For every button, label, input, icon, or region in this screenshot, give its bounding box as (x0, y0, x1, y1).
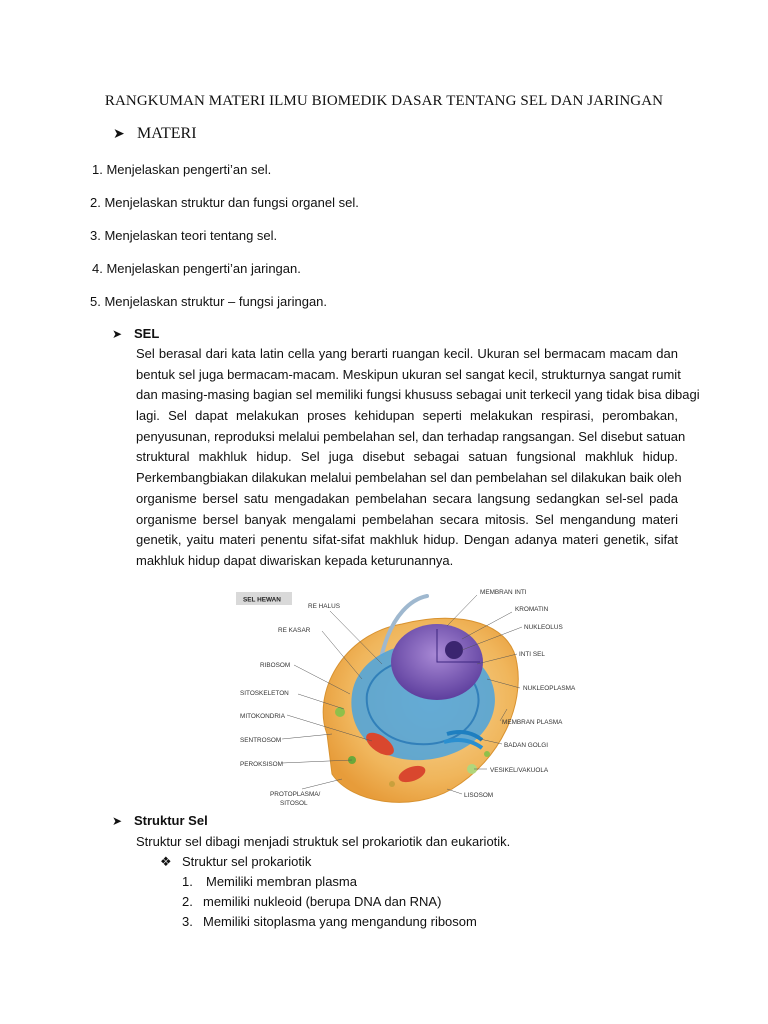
prokariotik-heading (160, 854, 311, 870)
animal-cell-diagram (232, 584, 582, 809)
paragraph-line: penyusunan, reproduksi melalui pembelahan sel, dan terhadap rangsangan. Sel disebut satuan (136, 428, 686, 444)
label-vesikel-vakuola: VESIKEL/VAKUOLA (490, 767, 549, 774)
paragraph-line: genetik, yaitu materi penentu sifat-sifat makhluk hidup. Dengan adanya materi genetik, sifat (136, 532, 678, 548)
nucleolus (445, 641, 463, 659)
label-sitosol: SITOSOL (280, 800, 308, 807)
label-sitoskeleton: SITOSKELETON (240, 690, 289, 697)
document-title: RANGKUMAN MATERI ILMU BIOMEDIK DASAR TENTANG SEL DAN JARINGAN (104, 93, 664, 109)
label-membran-inti: MEMBRAN INTI (480, 589, 527, 596)
paragraph-line: Perkembangbiakan dilakukan melalui pembelahan sel dan pembelahan sel dilakukan baik oleh (136, 470, 682, 486)
sel-heading-text: SEL (134, 326, 160, 341)
figure-badge-text: SEL HEWAN (243, 596, 281, 604)
materi-item-1: 1. Menjelaskan pengerti’an sel. (92, 162, 272, 177)
label-nukleoplasma: NUKLEOPLASMA (523, 685, 576, 692)
list-number: 2. (182, 894, 193, 909)
sel-heading (112, 326, 159, 341)
paragraph-line: dan masing-masing bagian sel memiliki fungsi khususs sebagai unit terkecil yang tidak bisa dibagi (136, 387, 700, 403)
diamond-bullet-icon: ❖ (160, 854, 172, 869)
label-nukleolus: NUKLEOLUS (524, 624, 563, 631)
animal-cell-illustration (232, 584, 582, 809)
arrow-bullet-icon: ➤ (112, 814, 123, 828)
struktur-heading (112, 813, 208, 828)
list-item: Memiliki sitoplasma yang mengandung ribosom (203, 914, 477, 929)
label-inti-sel: INTI SEL (519, 651, 545, 658)
label-sentrosom: SENTROSOM (240, 737, 282, 744)
prokariotik-heading-text: Struktur sel prokariotik (182, 854, 312, 869)
arrow-bullet-icon: ➤ (113, 127, 125, 142)
label-lisosom: LISOSOM (464, 792, 494, 799)
list-item: memiliki nukleoid (berupa DNA dan RNA) (203, 894, 442, 909)
materi-item-4: 4. Menjelaskan pengerti’an jaringan. (92, 261, 301, 276)
label-re-kasar: RE KASAR (278, 627, 311, 634)
paragraph-line: makhluk hidup dapat diwariskan kepada keturunannya. (136, 552, 454, 568)
label-protoplasma: PROTOPLASMA/ (270, 791, 321, 798)
sel-paragraph (136, 344, 700, 572)
paragraph-line: organisme bersel satu mengadakan pembelahan secara langsung sedangkan sel-sel pada (136, 490, 678, 506)
label-peroksisom: PEROKSISOM (240, 761, 283, 768)
materi-item-3: 3. Menjelaskan teori tentang sel. (90, 228, 278, 243)
label-mitokondria: MITOKONDRIA (240, 713, 285, 720)
paragraph-line: struktural makhluk hidup. Sel juga disebut sebagai satuan fungsional makhluk hidup. (136, 449, 678, 465)
materi-heading (113, 125, 197, 143)
materi-item-5: 5. Menjelaskan struktur – fungsi jaringan. (90, 294, 328, 309)
list-number: 3. (182, 914, 193, 929)
vesicle (335, 707, 345, 717)
paragraph-line: lagi. Sel dapat melakukan proses kehidupan seperti melakukan respirasi, perombakan, (136, 408, 678, 424)
struktur-heading-text: Struktur Sel (134, 813, 208, 828)
label-membran-plasma: MEMBRAN PLASMA (502, 719, 563, 726)
label-kromatin: KROMATIN (515, 606, 549, 613)
paragraph-line: organisme bersel banyak mengalami pembelahan secara mitosis. Sel mengandung materi (136, 511, 678, 527)
materi-heading-text: MATERI (137, 125, 197, 142)
struktur-text: Struktur sel dibagi menjadi struktuk sel prokariotik dan eukariotik. (136, 834, 511, 849)
materi-item-2: 2. Menjelaskan struktur dan fungsi organel sel. (90, 195, 359, 210)
list-number: 1. (182, 874, 193, 889)
label-badan-golgi: BADAN GOLGI (504, 742, 549, 749)
label-ribosom: RIBOSOM (260, 662, 291, 669)
paragraph-line: Sel berasal dari kata latin cella yang berarti ruangan kecil. Ukuran sel bermacam macam dan (136, 346, 678, 361)
label-re-halus: RE HALUS (308, 603, 340, 610)
arrow-bullet-icon: ➤ (112, 327, 123, 341)
list-item: Memiliki membran plasma (206, 874, 357, 889)
paragraph-line: bentuk sel juga bermacam-macam. Meskipun ukuran sel sangat kecil, strukturnya sangat rumit (136, 366, 681, 382)
